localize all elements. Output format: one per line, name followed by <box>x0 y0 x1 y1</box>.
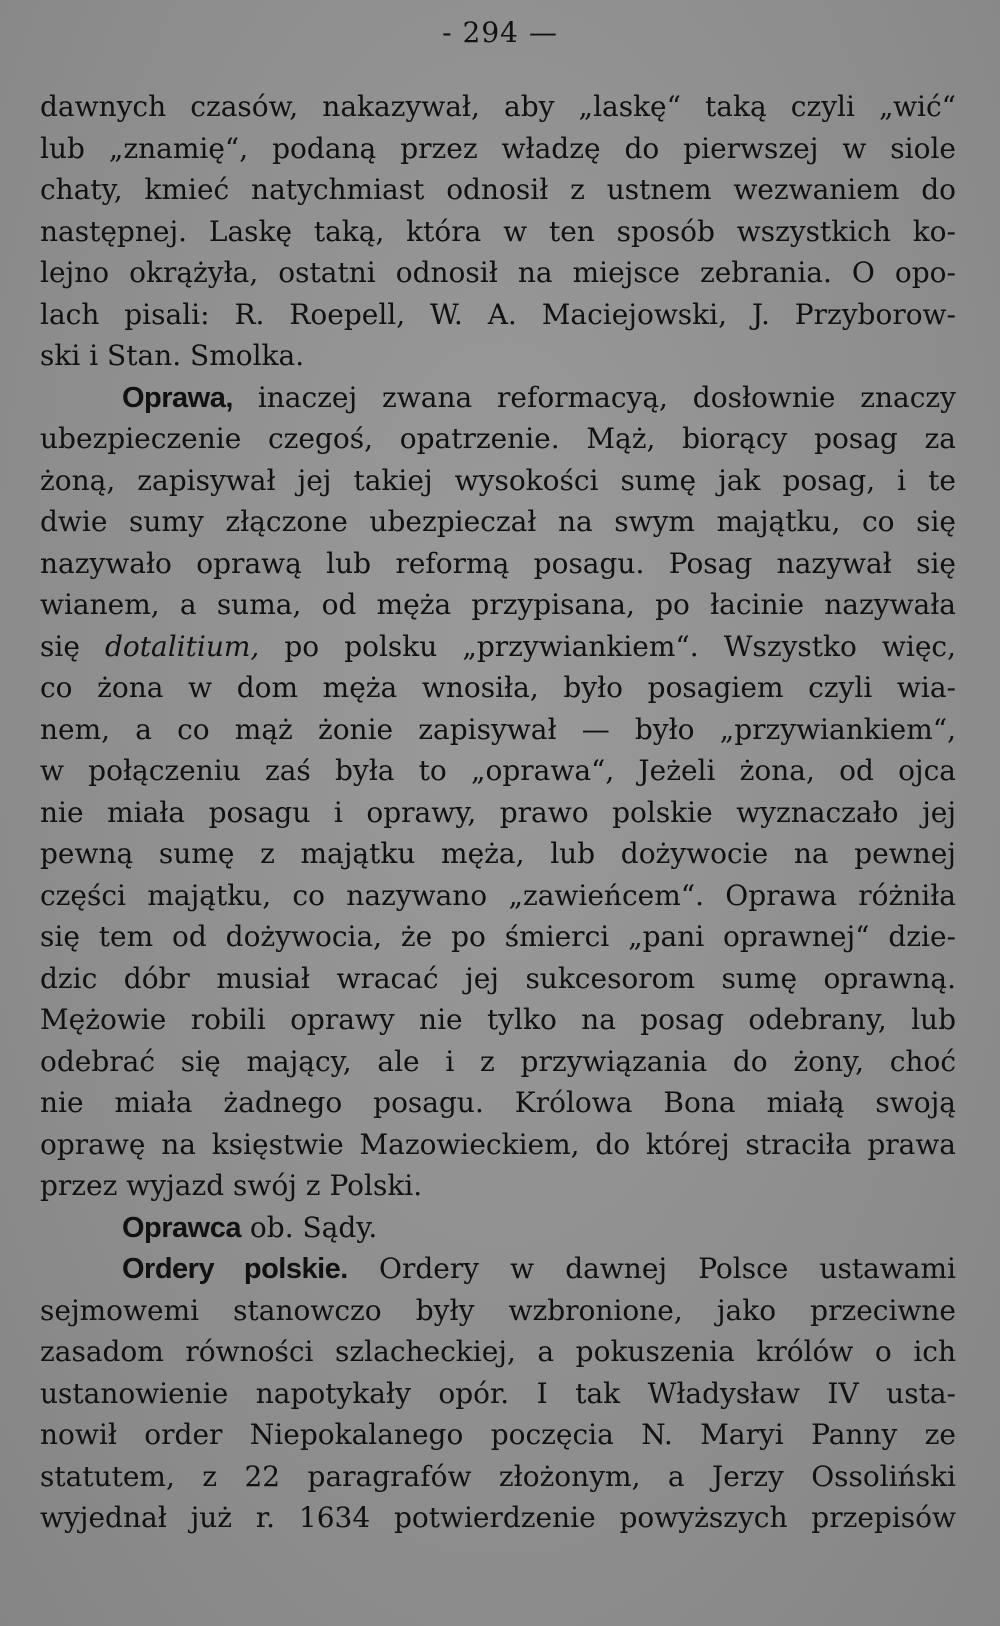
text-line: statutem, z 22 paragrafów złożonym, a Jerzy Ossoliński <box>40 1459 956 1493</box>
text-fragment: się <box>40 629 80 663</box>
text-line: dwie sumy złączone ubezpieczał na swym majątku, co się <box>40 505 956 538</box>
text-line: następnej. Laskę taką, która w ten sposób wszystkich ko- <box>40 214 956 248</box>
text-fragment: po polsku „przywiankiem“. Wszystko więc, <box>284 629 956 663</box>
text-line: żoną, zapisywał jej takiej wysokości sumę jak posag, i te <box>40 463 956 497</box>
text-line: pewną sumę z majątku męża, lub dożywocie na pewnej <box>40 837 956 870</box>
text-line: ski i Stan. Smolka. <box>40 339 305 372</box>
text-line: dzic dóbr musiał wracać jej sukcesorom sumę oprawną. <box>40 961 956 995</box>
entry-ordery-line <box>40 1248 956 1290</box>
text-line: nie miała żadnego posagu. Królowa Bona miałą swoją <box>40 1086 956 1119</box>
text-line: lejno okrążyła, ostatni odnosił na miejsce zebrania. O opo- <box>40 256 956 289</box>
headword-oprawa: Oprawa, <box>122 381 233 414</box>
text-line: lub „znamię“, podaną przez władzę do pierwszej w siole <box>40 131 956 165</box>
text-line: przez wyjazd swój z Polski. <box>40 1169 423 1202</box>
text-line: dawnych czasów, nakazywał, aby „laskę“ taką czyli „wić“ <box>40 90 956 123</box>
text-line: w połączeniu zaś była to „oprawa“, Jeżeli żona, od ojca <box>40 754 956 787</box>
text-line: odebrać się mający, ale i z przywiązania do żony, choć <box>40 1044 956 1078</box>
text-line: sejmowemi stanowczo były wzbronione, jako przeciwne <box>40 1293 956 1327</box>
text-line: wianem, a suma, od męża przypisana, po łacinie nazywała <box>40 588 956 621</box>
body-text <box>40 86 956 1539</box>
text-line: nowił order Niepokalanego poczęcia N. Maryi Panny ze <box>40 1418 956 1451</box>
text-fragment: inaczej zwana reformacyą, dosłownie znaczy <box>257 380 956 414</box>
text-line: lach pisali: R. Roepell, W. A. Maciejowski, J. Przyborow- <box>40 297 956 331</box>
text-line: co żona w dom męża wnosiła, było posagiem czyli wia- <box>40 671 956 704</box>
text-line: Mężowie robili oprawy nie tylko na posag odebrany, lub <box>40 1003 956 1036</box>
entry-oprawca-line <box>40 1207 956 1249</box>
page-number: - 294 — <box>442 16 558 49</box>
text-line: zasadom równości szlacheckiej, a pokuszenia królów o ich <box>40 1335 956 1368</box>
text-fragment: ob. Sądy. <box>249 1210 378 1244</box>
text-line: ustanowienie napotykały opór. I tak Władysław IV usta- <box>40 1376 956 1410</box>
text-line: oprawę na księstwie Mazowieckiem, do której straciła prawa <box>40 1127 956 1161</box>
latin-term: dotalitium, <box>104 629 260 663</box>
text-line: chaty, kmieć natychmiast odnosił z ustnem wezwaniem do <box>40 173 956 206</box>
text-line: części majątku, co nazywano „zawieńcem“. Oprawa różniła <box>40 878 956 912</box>
text-line: się tem od dożywocia, że po śmierci „pani oprawnej“ dzie- <box>40 920 956 953</box>
text-line: wyjednał już r. 1634 potwierdzenie powyższych przepisów <box>40 1501 956 1534</box>
text-line: nie miała posagu i oprawy, prawo polskie wyznaczało jej <box>40 795 956 829</box>
text-fragment: Ordery w dawnej Polsce ustawami <box>378 1252 956 1285</box>
text-line-dotalitium <box>40 626 956 668</box>
text-line: nazywało oprawą lub reformą posagu. Posag nazywał się <box>40 546 956 580</box>
text-line: ubezpieczenie czegoś, opatrzenie. Mąż, biorący posag za <box>40 422 956 455</box>
text-line: nem, a co mąż żonie zapisywał — było „przywiankiem“, <box>40 712 956 746</box>
headword-oprawca: Oprawca <box>122 1211 241 1244</box>
headword-ordery: Ordery polskie. <box>122 1253 348 1285</box>
entry-oprawa-line <box>40 377 956 419</box>
